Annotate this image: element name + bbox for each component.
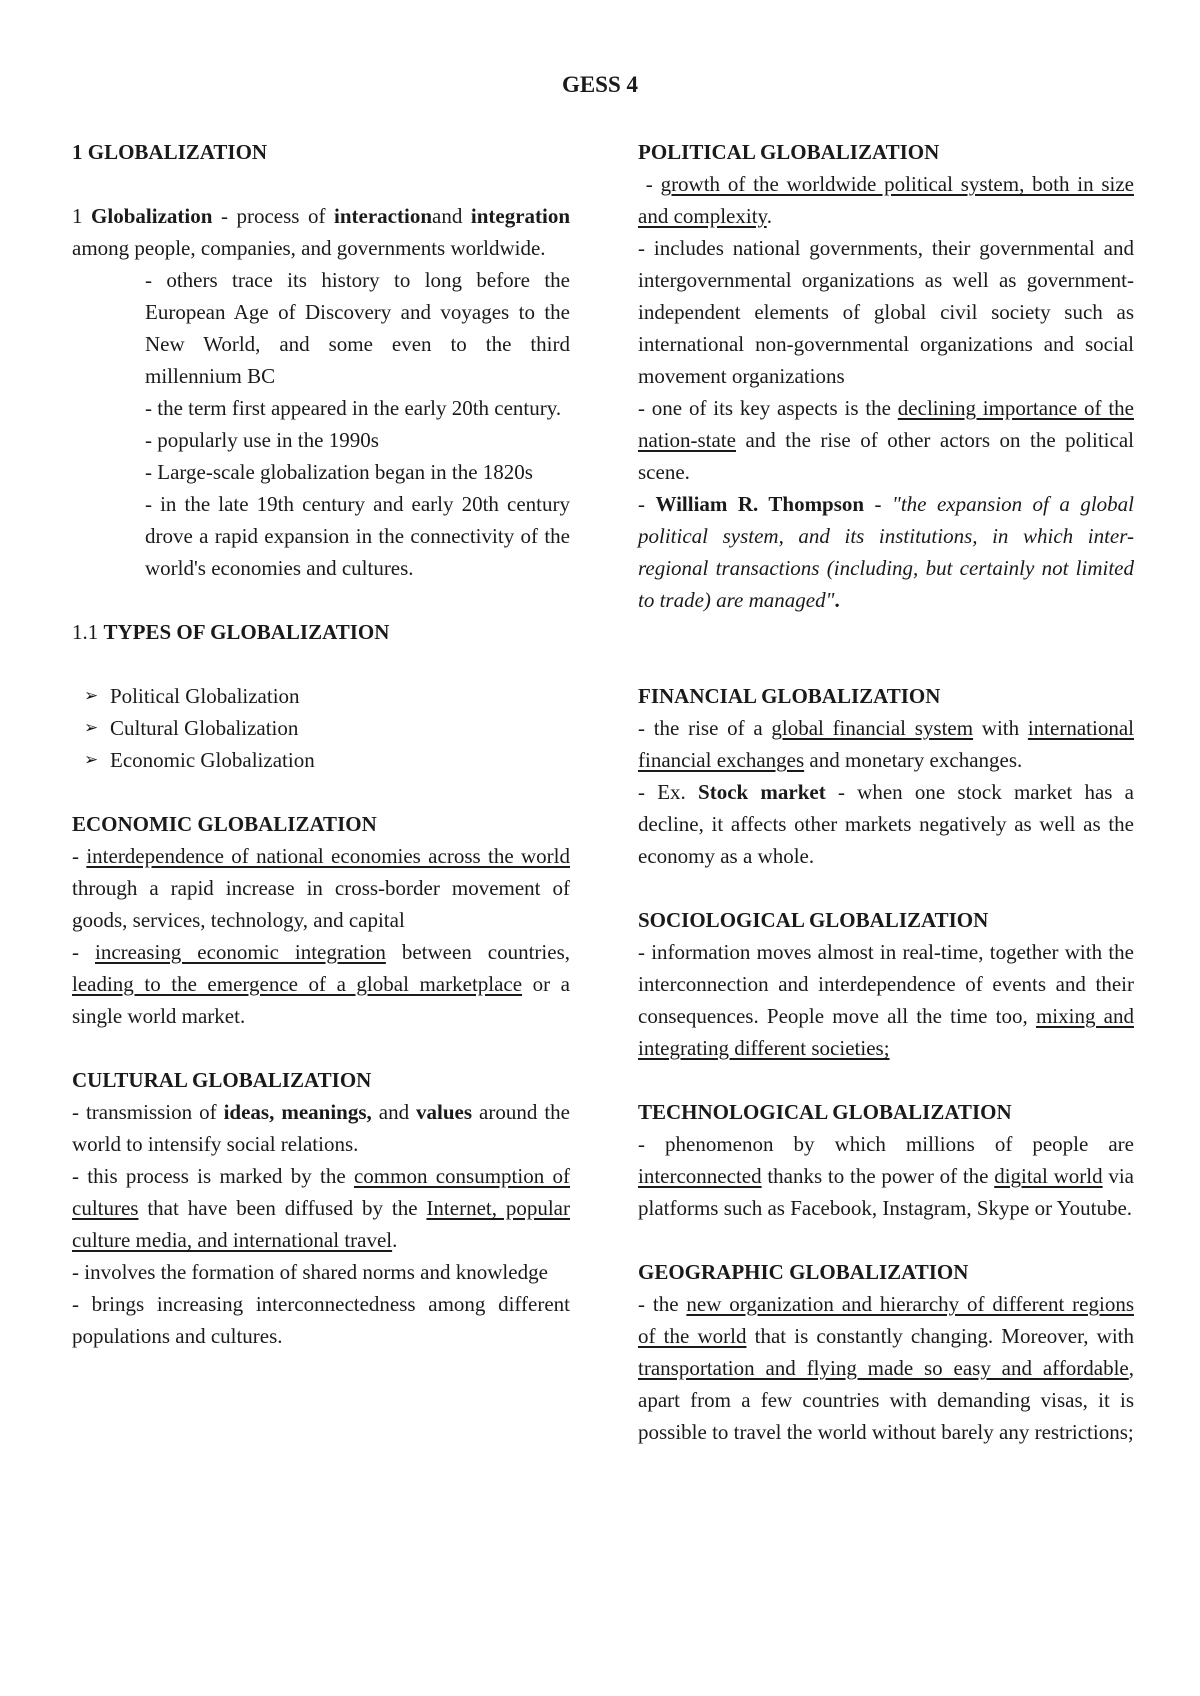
author-name: William R. Thompson: [655, 492, 865, 516]
underlined-text: leading to the emergence of a global marketplace: [72, 972, 523, 996]
section-heading-financial: FINANCIAL GLOBALIZATION: [638, 684, 941, 708]
bold-text: ideas, meanings,: [223, 1100, 372, 1124]
political-paragraph-1: [638, 168, 1134, 232]
underlined-text: digital world: [994, 1164, 1103, 1188]
paragraph-text: and the rise of other actors on the political scene.: [638, 428, 1134, 484]
political-paragraph-3: [638, 392, 1134, 488]
right-column: [638, 136, 1134, 1448]
underlined-text: mixing and integrating different societies;: [638, 1004, 1134, 1060]
cultural-paragraph-4: - brings increasing interconnectedness among different populations and cultures.: [72, 1292, 570, 1348]
paragraph-text: - phenomenon by which millions of people are: [638, 1132, 1134, 1156]
list-item: ➢ Political Globalization: [110, 680, 570, 712]
definition-text: - process of: [212, 204, 335, 228]
technological-paragraph-1: [638, 1128, 1134, 1224]
paragraph-text: - this process is marked by the: [72, 1164, 354, 1188]
dash: -: [72, 844, 87, 868]
left-column: [72, 136, 570, 1352]
underlined-text: transportation and flying made so easy and affordable: [638, 1356, 1129, 1380]
underlined-text: global financial system: [771, 716, 974, 740]
cultural-paragraph-3: - involves the formation of shared norms and knowledge: [72, 1260, 548, 1284]
underlined-text: common consumption of cultures: [72, 1164, 571, 1220]
underlined-text: Internet, popular culture media, and international travel: [72, 1196, 570, 1252]
definition-text: among people, companies, and governments worldwide.: [72, 236, 546, 260]
document-title: GESS 4: [561, 72, 639, 97]
paragraph-text: that have been diffused by the: [138, 1196, 427, 1220]
paragraph-text: between countries,: [385, 940, 570, 964]
history-item: - others trace its history to long before the European Age of Discovery and voyages to the New World, and some even to the third millennium BC: [145, 268, 570, 388]
history-item: - Large-scale globalization began in the 1820s: [145, 460, 533, 484]
economic-paragraph-1: [72, 840, 570, 936]
underlined-text: declining importance of the nation-state: [638, 396, 1134, 452]
term-integration: integration: [470, 204, 571, 228]
paragraph-text: and: [371, 1100, 417, 1124]
history-item: - the term first appeared in the early 20th century.: [145, 396, 562, 420]
paragraph-text: - the rise of a: [638, 716, 772, 740]
paragraph-text: .: [392, 1228, 398, 1252]
paragraph-text: through a rapid increase in cross-border movement of goods, services, technology, and capital: [72, 876, 570, 932]
paragraph-text: , apart from a few countries with demanding visas, it is possible to travel the world without barely any restrictions;: [638, 1356, 1134, 1444]
history-item: - in the late 19th century and early 20th century drove a rapid expansion in the connectivity of the world's economies and cultures.: [145, 492, 570, 580]
paragraph-text: thanks to the power of the: [761, 1164, 995, 1188]
underlined-text: interdependence of national economies across the world: [86, 844, 570, 868]
paragraph-text: - when one stock market has a decline, it affects other markets negatively as well as the economy as a whole.: [638, 780, 1134, 868]
geographic-paragraph-1: [638, 1288, 1134, 1448]
quote-text: "the expansion of a global political system, and its institutions, in which inter-regional transactions (including, but certainly not limited to trade) are managed": [638, 492, 1134, 612]
types-heading: [72, 616, 570, 648]
globalization-definition: [72, 200, 570, 264]
definition-text: and: [432, 204, 463, 228]
types-list: [72, 680, 570, 776]
underlined-text: international financial exchanges: [638, 716, 1134, 772]
term-interaction: interaction: [334, 204, 432, 228]
paragraph-text: .: [834, 588, 840, 612]
bold-text: Stock market: [698, 780, 826, 804]
dash: -: [72, 940, 95, 964]
dash: -: [638, 172, 661, 196]
bold-text: values: [416, 1100, 473, 1124]
financial-paragraph-1: [638, 712, 1134, 776]
paragraph-text: around the world to intensify social relations.: [72, 1100, 570, 1156]
paragraph-text: .: [766, 204, 772, 228]
cultural-paragraph-2: [72, 1160, 570, 1256]
list-item: ➢ Economic Globalization: [110, 744, 570, 776]
cultural-paragraph-1: [72, 1096, 570, 1160]
section-heading-cultural: CULTURAL GLOBALIZATION: [72, 1068, 372, 1092]
paragraph-text: - one of its key aspects is the: [638, 396, 898, 420]
dash: -: [638, 492, 656, 516]
paragraph-text: - Ex.: [638, 780, 699, 804]
political-paragraph-4: [638, 488, 1134, 616]
paragraph-text: - transmission of: [72, 1100, 224, 1124]
underlined-text: increasing economic integration: [94, 940, 386, 964]
types-number: 1.1: [72, 620, 104, 644]
section-heading-sociological: SOCIOLOGICAL GLOBALIZATION: [638, 908, 989, 932]
section-heading-technological: TECHNOLOGICAL GLOBALIZATION: [638, 1100, 1012, 1124]
paragraph-text: - information moves almost in real-time, together with the interconnection and interdependence of events and their consequences. People move all the time too,: [638, 940, 1134, 1028]
section-heading-economic: ECONOMIC GLOBALIZATION: [72, 812, 377, 836]
political-paragraph-2: - includes national governments, their governmental and intergovernmental organizations as well as government-independent elements of global civil society such as international non-governmental organizations and social movement organizations: [638, 236, 1134, 388]
sociological-paragraph-1: [638, 936, 1134, 1064]
paragraph-text: with: [973, 716, 1028, 740]
history-item: - popularly use in the 1990s: [145, 428, 379, 452]
definition-number: 1: [72, 204, 83, 228]
underlined-text: interconnected: [638, 1164, 762, 1188]
paragraph-text: and monetary exchanges.: [804, 748, 1023, 772]
term-globalization: Globalization: [91, 204, 213, 228]
economic-paragraph-2: [72, 936, 570, 1032]
paragraph-text: or a single world market.: [72, 972, 570, 1028]
paragraph-text: -: [864, 492, 893, 516]
types-heading-text: TYPES OF GLOBALIZATION: [103, 620, 390, 644]
underlined-text: growth of the worldwide political system, both in size and complexity: [638, 172, 1134, 228]
paragraph-text: that is constantly changing. Moreover, with: [746, 1324, 1134, 1348]
section-heading-political: POLITICAL GLOBALIZATION: [638, 140, 940, 164]
section-heading-globalization: 1 GLOBALIZATION: [72, 140, 268, 164]
paragraph-text: - the: [638, 1292, 687, 1316]
paragraph-text: via platforms such as Facebook, Instagram, Skype or Youtube.: [638, 1164, 1135, 1220]
financial-paragraph-2: [638, 776, 1134, 872]
underlined-text: new organization and hierarchy of different regions of the world: [638, 1292, 1134, 1348]
list-item: ➢ Cultural Globalization: [110, 712, 570, 744]
section-heading-geographic: GEOGRAPHIC GLOBALIZATION: [638, 1260, 969, 1284]
